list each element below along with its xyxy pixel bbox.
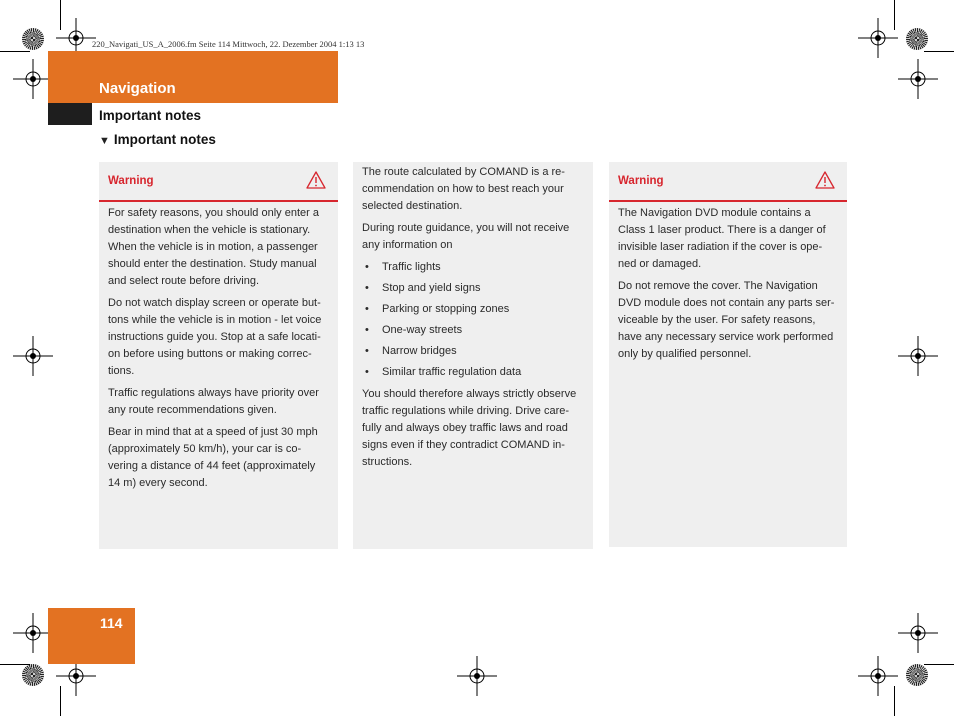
paragraph: The Navigation DVD module contains a Class 1 laser product. There is a danger of invisible laser radiation if the cover is ope-ned or damaged. [618, 207, 826, 270]
crop-line [924, 51, 954, 52]
crop-line [924, 664, 954, 665]
paragraph: For safety reasons, you should only enter a destination when the vehicle is stationary. When the vehicle is in motion, a passenger should enter the destination. Study manual and select route before driving. [108, 207, 319, 287]
warning-header [609, 162, 847, 202]
warning-body [99, 202, 338, 492]
file-header: 220_Navigati_US_A_2006.fm Seite 114 Mittwoch, 22. Dezember 2004 1:13 13 [92, 39, 365, 49]
color-rosette-icon [22, 664, 44, 686]
registration-mark-icon [898, 59, 938, 99]
list-item: • One-way streets [362, 322, 584, 339]
registration-mark-icon [898, 613, 938, 653]
triangle-down-icon: ▼ [99, 135, 110, 147]
paragraph: Do not remove the cover. The Navigation DVD module does not contain any parts ser-viceable by the user. For safety reasons, have any necessary service work performed only by qualified personnel. [618, 280, 835, 360]
paragraph: The route calculated by COMAND is a re-commendation on how to best reach your selected destination. [362, 166, 565, 212]
list-item: • Stop and yield signs [362, 280, 584, 297]
color-rosette-icon [22, 28, 44, 50]
list-item: • Narrow bridges [362, 343, 584, 360]
paragraph: You should therefore always strictly observe traffic regulations while driving. Drive care-fully and always obey traffic laws and road signs even if they contradict COMAND in-structions. [362, 388, 577, 468]
paragraph: Bear in mind that at a speed of just 30 mph (approximately 50 km/h), your car is co-vering a distance of 44 feet (approximately 14 m) every second. [108, 426, 318, 489]
registration-mark-icon [13, 613, 53, 653]
warning-body [609, 202, 847, 363]
page-number: 114 [100, 615, 123, 631]
warning-label: Warning [618, 175, 664, 187]
warning-label: Warning [108, 175, 154, 187]
list-item: • Similar traffic regulation data [362, 364, 584, 381]
bullet-list [362, 259, 584, 381]
registration-mark-icon [858, 656, 898, 696]
warning-triangle-icon [306, 171, 326, 189]
warning-panel-safety [99, 162, 338, 549]
paragraph: Do not watch display screen or operate but-tons while the vehicle is in motion - let voice instructions guide you. Stop at a safe locati-on before using buttons or making correc-tions. [108, 297, 322, 377]
registration-mark-icon [898, 336, 938, 376]
topic-title [99, 132, 216, 147]
topic-title-text: Important notes [113, 132, 216, 147]
subsection-title: Important notes [99, 108, 202, 123]
warning-header [99, 162, 338, 202]
section-title: Navigation [99, 80, 176, 97]
registration-mark-icon [858, 18, 898, 58]
section-banner [48, 51, 338, 103]
registration-mark-icon [457, 656, 497, 696]
color-rosette-icon [906, 664, 928, 686]
list-item: • Parking or stopping zones [362, 301, 584, 318]
warning-triangle-icon [815, 171, 835, 189]
section-tab [48, 103, 92, 125]
paragraph: During route guidance, you will not receive any information on [362, 222, 570, 251]
registration-mark-icon [13, 336, 53, 376]
crop-line [0, 51, 30, 52]
paragraph: Traffic regulations always have priority over any route recommendations given. [108, 387, 319, 416]
warning-panel-laser [609, 162, 847, 547]
info-panel-route [353, 162, 593, 549]
registration-mark-icon [13, 59, 53, 99]
crop-line [0, 664, 30, 665]
list-item: • Traffic lights [362, 259, 584, 276]
color-rosette-icon [906, 28, 928, 50]
